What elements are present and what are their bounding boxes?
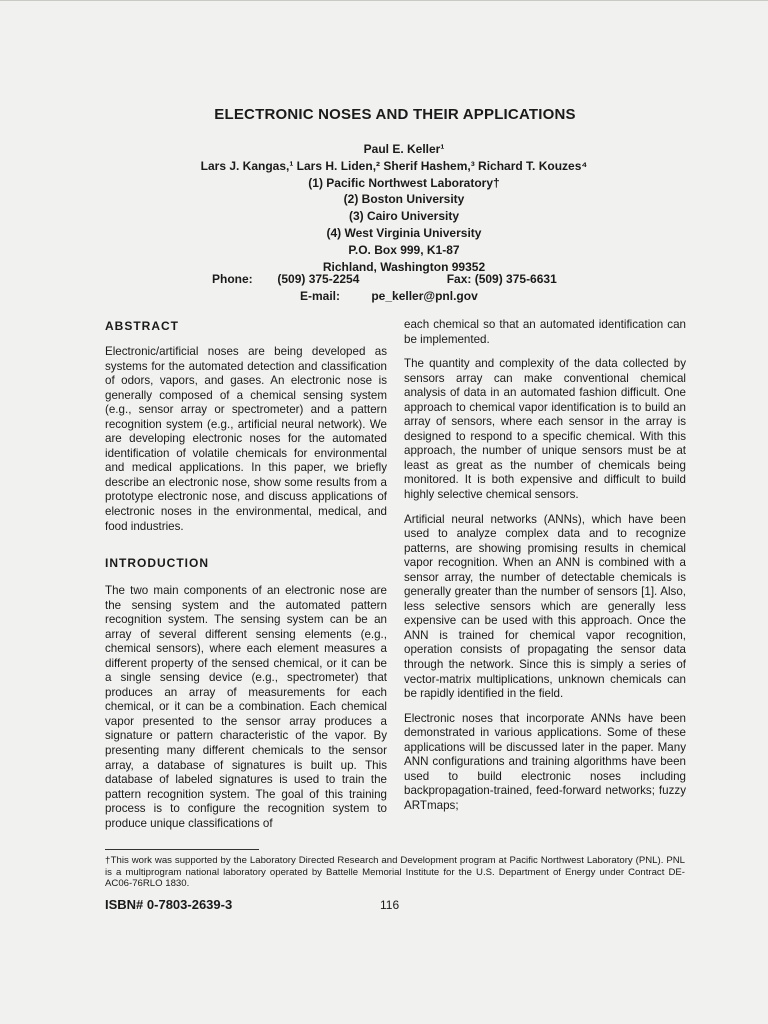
introduction-paragraph: The two main components of an electronic nose are the sensing system and the automated pattern recognition system. The sensing system can be an array of several different sensing elements (e.g., chemical sensors), where each element measures a different property of the sensed chemical, or it can be a single sensing device (e.g., spectrometer) that produces an array of measurements for each chemical, or it can be a combination. Each chemical vapor presented to the sensor array produces a signature or pattern characteristic of the vapor. By presenting many different chemicals to the sensor array, a database of signatures is built up. This database of labeled signatures is used to train the pattern recognition system. The goal of this training process is to configure the recognition system to produce unique classifications of xyxy=(105,584,387,830)
affiliation-line: (3) Cairo University xyxy=(348,209,460,224)
author-line: Lars J. Kangas,¹ Lars H. Liden,² Sherif Hashem,³ Richard T. Kouzes⁴ xyxy=(200,158,588,173)
email-row xyxy=(300,289,478,303)
author-line: Paul E. Keller¹ xyxy=(363,142,445,156)
page-number: 116 xyxy=(380,898,400,912)
body-paragraph: Artificial neural networks (ANNs), which have been used to analyze complex data and to recognize patterns, are showing promising results in chemical vapor recognition. When an ANN is combined with a sensor array, the number of detectable chemicals is generally greater than the number of sensors [1]. Also, less selective sensors which are generally less expensive can be used with this approach. Once the ANN is trained for chemical vapor recognition, operation consists of propagating the sensor data through the network. Since this is simply a series of vector-matrix multiplications, unknown chemicals can be rapidly identified in the field. xyxy=(404,512,686,701)
abstract-heading: ABSTRACT xyxy=(105,319,179,333)
introduction-heading: INTRODUCTION xyxy=(105,556,209,570)
affiliation-line: (4) West Virginia University xyxy=(326,225,482,240)
body-paragraph: Electronic noses that incorporate ANNs have been demonstrated in various applications. Some of these applications will be discussed later in the paper. Many ANN configurations and training algorithms have been used to build electronic noses including backpropagation-trained, feed-forward networks; fuzzy ARTmaps; xyxy=(404,711,686,812)
top-rule xyxy=(0,0,768,1)
paper-title: ELECTRONIC NOSES AND THEIR APPLICATIONS xyxy=(214,106,576,123)
address-line: Richland, Washington 99352 xyxy=(322,259,486,274)
email-label: E-mail: xyxy=(300,289,341,303)
body-paragraph: each chemical so that an automated identification can be implemented. xyxy=(404,318,686,346)
isbn: ISBN# 0-7803-2639-3 xyxy=(105,897,233,912)
affiliation-line: (1) Pacific Northwest Laboratory† xyxy=(308,175,500,190)
affiliation-line: (2) Boston University xyxy=(343,192,465,207)
email-address: pe_keller@pnl.gov xyxy=(371,289,478,303)
abstract-paragraph: Electronic/artificial noses are being developed as systems for the automated detection and classification of odors, vapors, and gases. An electronic nose is generally composed of a chemical sensing system (e.g., sensor array or spectrometer) and a pattern recognition system (e.g., artificial neural network). We are developing electronic noses for the automated identification of volatile chemicals for environmental and medical applications. In this paper, we briefly describe an electronic nose, show some results from a prototype electronic nose, and discuss applications of electronic noses in the environmental, medical, and food industries. xyxy=(105,345,387,533)
introduction-body xyxy=(105,584,387,841)
fax-number: Fax: (509) 375-6631 xyxy=(446,272,557,286)
footnote-rule xyxy=(105,849,259,850)
body-paragraph: The quantity and complexity of the data collected by sensors array can make conventional chemical analysis of data in an automated fashion difficult. One approach to chemical vapor identification is to build an array of sensors, where each sensor in the array is designed to respond to a specific chemical. With this approach, the number of unique sensors must be at least as great as the number of chemicals being monitored. It is both expensive and difficult to build highly selective chemical sensors. xyxy=(404,357,686,502)
address-line: P.O. Box 999, K1-87 xyxy=(348,242,460,257)
author-block xyxy=(0,141,768,275)
phone-fax-row xyxy=(212,272,557,286)
footnote: †This work was supported by the Laboratory Directed Research and Development program at Pacific Northwest Laboratory (PNL). PNL is a multiprogram national laboratory operated by Battelle Memorial Institute for the U.S. Department of Energy under Contract DE-AC06-76RLO 1830. xyxy=(105,855,685,890)
phone-number: (509) 375-2254 xyxy=(277,272,360,286)
abstract-body xyxy=(105,345,387,544)
phone-label: Phone: xyxy=(212,272,253,286)
right-column xyxy=(404,318,686,824)
